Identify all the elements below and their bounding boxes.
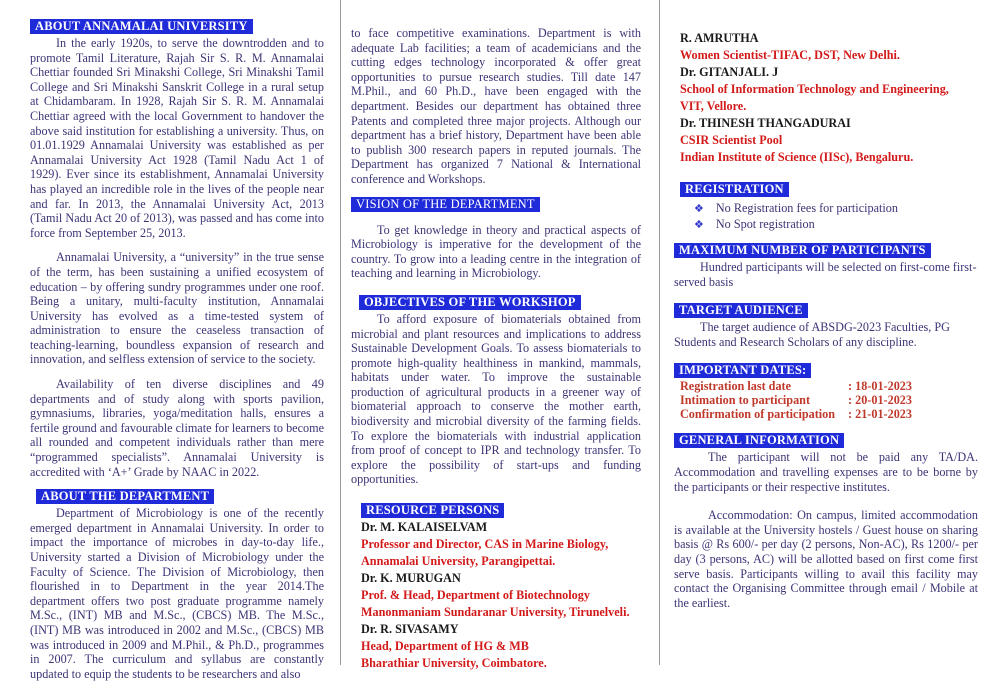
target-audience-heading: TARGET AUDIENCE: [674, 303, 808, 318]
objectives-text: To afford exposure of biomaterials obtained from microbial and plant resources and implications to address Sustainable Development Goals. To assess biomaterials to promote high-quality healthiness in mankind, mammals, habitats under water. To improve the sustainable production of agricultural products in a greener way of biomaterial approach to conserve the mother earth, biodiversity and microbial diversity of the farming fields. To explore the biomaterials with industrial application from proof of concept to IPR and technology transfer. To explore the possibility of start-ups and funding opportunities.: [351, 311, 641, 487]
column-left: [0, 0, 340, 681]
objectives-heading: OBJECTIVES OF THE WORKSHOP: [359, 295, 581, 310]
table-row: Confirmation of participation : 21-01-2023: [680, 407, 912, 422]
about-university-paragraph-2: Annamalai University, a “university” in the true sense of the term, has been sustaining a unified ecosystem of education – by offering sundry programmes under one roof. Being a unitary, multi-faculty institution, Annamalai University has evolved as a time-tested system of administration to ensure the ceaseless transaction of teaching-learning, boundless expansion of research and innovation, and selfless extension of service to the society.: [30, 250, 324, 367]
table-row: Intimation to participant : 20-01-2023: [680, 393, 912, 408]
resource-person-affiliation: Manonmaniam Sundaranar University, Tirunelveli.: [361, 605, 630, 620]
resource-person-name: R. AMRUTHA: [680, 31, 759, 45]
list-item: ❖ No Registration fees for participation: [694, 201, 898, 215]
department-continued-paragraph: to face competitive examinations. Department is with adequate Lab facilities; a team of academicians and the cutting edges technology incorporated & offer great opportunities to pursue research studies. Till date 147 M.Phil., and 60 Ph.D., have been engaged with the department. Besides our department has obtained three Patents and completed three major projects. Although our department has a brief history, Department have been able to publish 300 research papers in reputed journals. The Department has organized 7 National & International conference and Workshops.: [351, 26, 641, 186]
general-information-paragraph-2: Accommodation: On campus, limited accommodation is available at the University hostels / Guest house on sharing basis @ Rs 600/- per day (2 persons, Non-AC), Rs 1200/- per day (3 persons, AC) will be allotted based on first come first serve basis. Participants willing to avail this facility may contact the Organising Committee through email / Mobile at the earliest.: [674, 508, 978, 610]
resource-person-affiliation: Head, Department of HG & MB: [361, 639, 529, 654]
resource-person-affiliation: Women Scientist-TIFAC, DST, New Delhi.: [680, 48, 900, 62]
resource-person-affiliation: CSIR Scientist Pool: [680, 133, 783, 147]
resource-person-name: Dr. THINESH THANGADURAI: [680, 116, 851, 130]
target-audience-text: The target audience of ABSDG-2023 Faculties, PG Students and Research Scholars of any discipline.: [674, 320, 950, 349]
important-dates-table: [680, 379, 912, 421]
about-university-paragraph-1: In the early 1920s, to serve the downtrodden and to promote Tamil Literature, Rajah Sir S. R. M. Annamalai Chettiar founded Sri Minakshi College, Sri Minakshi Tamil College and Sri Minakshi Sanskrit College in a rural setup at Chidambaram. In 1928, Rajah Sir S. R. M. Annamalai Chettiar agreed with the local Government to handover the above said institution for establishing a university. Thus, on 01.01.1929 Annamalai University was established as per Annamalai University Act 1928 (Tamil Nadu Act 1 of 1929). Ever since its establishment, Annamalai University has played an incredible role in the lives of the people near and far. In 2013, the Annamalai University Act, 2013 (Tamil Nadu Act 20 of 2013), was passed and has come into force from September 25, 2013.: [30, 36, 324, 240]
resource-person-name: Dr. GITANJALI. J: [680, 65, 779, 79]
registration-heading: REGISTRATION: [680, 182, 789, 197]
about-university-heading: ABOUT ANNAMALAI UNIVERSITY: [30, 19, 253, 34]
diamond-bullet-icon: ❖: [694, 219, 704, 231]
resource-person-affiliation: VIT, Vellore.: [680, 99, 747, 113]
resource-person-affiliation: Indian Institute of Science (IISc), Bengaluru.: [680, 150, 914, 164]
registration-list: [674, 201, 978, 233]
table-row: Registration last date : 18-01-2023: [680, 379, 912, 394]
about-university-paragraph-3: Availability of ten diverse disciplines and 49 departments and of study along with sports pavilion, gymnasiums, libraries, yoga/meditation halls, ensures a fertile ground and favourable climate for learners to become all rounded and competent individuals rather than mere “programmed specialists”. Annamalai University is accredited with ‘A+’ Grade by NAAC in 2022.: [30, 377, 324, 479]
resource-person-name: Dr. R. SIVASAMY: [361, 622, 459, 637]
resource-person-affiliation: Annamalai University, Parangipettai.: [361, 554, 556, 569]
general-information-paragraph-1: The participant will not be paid any TA/DA. Accommodation and travelling expenses are to be borne by the participants or their respective institutes.: [674, 450, 978, 494]
resource-person-affiliation: Prof. & Head, Department of Biotechnology: [361, 588, 590, 603]
resource-person-affiliation: Bharathiar University, Coimbatore.: [361, 656, 547, 671]
general-information-heading: GENERAL INFORMATION: [674, 433, 844, 448]
resource-person-affiliation: School of Information Technology and Engineering,: [680, 82, 949, 96]
diamond-bullet-icon: ❖: [694, 203, 704, 215]
vision-heading: VISION OF THE DEPARTMENT: [351, 197, 540, 212]
list-item: ❖ No Spot registration: [694, 217, 815, 231]
about-department-paragraph: Department of Microbiology is one of the recently emerged department in Annamalai University. In order to impact the importance of microbes in day-to-day life., University started a Division of Microbiology under the Faculty of Science. The Division of Microbiology, then flourished in to Department in the year 2014.The department offers two post graduate programme namely M.Sc., (INT) MB and M.Sc., (CBCS) MB. The M.Sc., (INT) MB was introduced in 2002 and M.Sc., (CBCS) MB was introduced in 2009 and M.Phil., & Ph.D., programmes in 2007. The curriculum and syllabus are constantly updated to equip the students to be researchers and also: [30, 506, 324, 681]
vision-text: To get knowledge in theory and practical aspects of Microbiology is imperative for the development of the country. To grow into a leading centre in the integration of teaching and learning in Microbiology.: [351, 222, 641, 281]
resource-person-name: Dr. M. KALAISELVAM: [361, 520, 488, 535]
about-department-heading: ABOUT THE DEPARTMENT: [36, 489, 214, 504]
column-right: [660, 0, 1000, 665]
important-dates-heading: IMPORTANT DATES:: [674, 363, 811, 378]
column-middle: [341, 0, 659, 671]
resource-person-affiliation: Professor and Director, CAS in Marine Biology,: [361, 537, 609, 552]
max-participants-text: Hundred participants will be selected on first-come first-served basis: [674, 260, 977, 289]
resource-persons-heading: RESOURCE PERSONS: [361, 503, 504, 518]
max-participants-heading: MAXIMUM NUMBER OF PARTICIPANTS: [674, 243, 931, 258]
resource-person-name: Dr. K. MURUGAN: [361, 571, 461, 586]
